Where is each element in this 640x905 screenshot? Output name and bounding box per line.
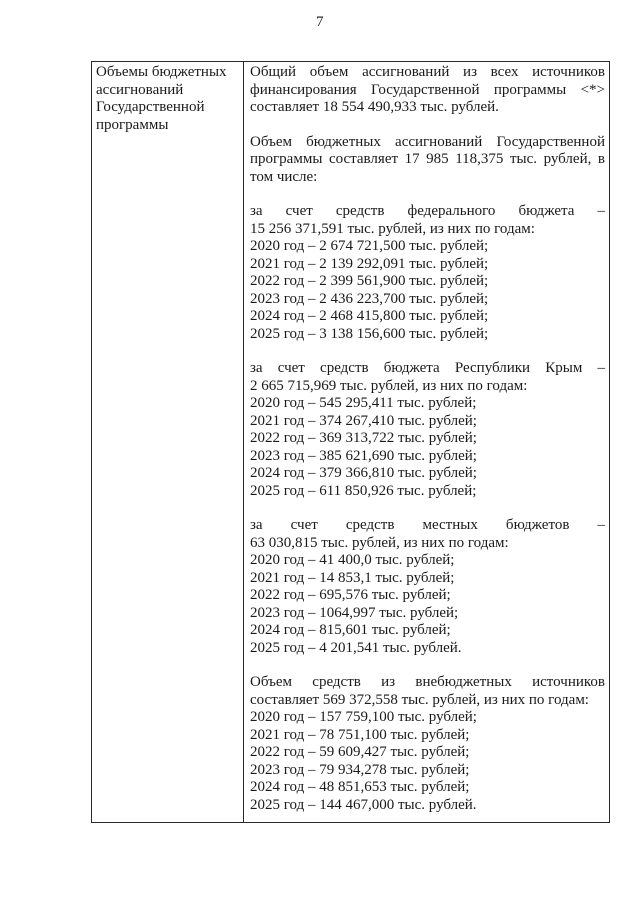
extrabudget-section [250, 674, 605, 814]
local-total: 63 030,815 тыс. рублей, из них по годам: [250, 534, 509, 551]
local-year-line: 2024 год – 815,601 тыс. рублей; [250, 622, 451, 638]
table-content-cell [244, 62, 609, 822]
budget-allocation-paragraph: Объем бюджетных ассигнований Государственной программы составляет 17 985 118,375 тыс. рублей, в том числе: [250, 133, 605, 185]
local-year-line: 2020 год – 41 400,0 тыс. рублей; [250, 552, 455, 568]
extrabudget-year-line: 2025 год – 144 467,000 тыс. рублей. [250, 796, 477, 813]
federal-year-line: 2021 год – 2 139 292,091 тыс. рублей; [250, 255, 489, 272]
crimea-heading: за счет средств бюджета Республики Крым – [250, 360, 605, 376]
extrabudget-total: составляет 569 372,558 тыс. рублей, из них по годам: [250, 691, 589, 708]
local-year-line: 2021 год – 14 853,1 тыс. рублей; [250, 569, 455, 586]
page-number: 7 [316, 14, 324, 30]
federal-heading: за счет средств федерального бюджета – [250, 203, 605, 219]
budget-table [91, 61, 610, 823]
federal-year-line: 2025 год – 3 138 156,600 тыс. рублей; [250, 325, 489, 342]
local-year-line: 2023 год – 1064,997 тыс. рублей; [250, 604, 459, 621]
table-label-text: Объемы бюджетных ассигнований Государственной программы [96, 64, 227, 133]
crimea-year-line: 2022 год – 369 313,722 тыс. рублей; [250, 430, 477, 446]
extrabudget-heading: Объем средств из внебюджетных источников [250, 674, 605, 690]
crimea-year-line: 2021 год – 374 267,410 тыс. рублей; [250, 412, 477, 429]
extrabudget-year-line: 2022 год – 59 609,427 тыс. рублей; [250, 744, 470, 760]
local-budget-section [250, 517, 605, 657]
crimea-total: 2 665 715,969 тыс. рублей, из них по годам: [250, 377, 528, 394]
federal-year-line: 2022 год – 2 399 561,900 тыс. рублей; [250, 273, 489, 289]
crimea-year-line: 2020 год – 545 295,411 тыс. рублей; [250, 395, 477, 411]
local-year-line: 2025 год – 4 201,541 тыс. рублей. [250, 639, 462, 656]
crimea-year-line: 2025 год – 611 850,926 тыс. рублей; [250, 482, 477, 499]
extrabudget-year-line: 2023 год – 79 934,278 тыс. рублей; [250, 761, 470, 778]
federal-year-line: 2020 год – 2 674 721,500 тыс. рублей; [250, 238, 489, 254]
total-allocation-paragraph: Общий объем ассигнований из всех источников финансирования Государственной программы <*> составляет 18 554 490,933 тыс. рублей. [250, 64, 605, 115]
federal-total: 15 256 371,591 тыс. рублей, из них по годам: [250, 220, 535, 237]
table-label-cell [92, 62, 244, 822]
extrabudget-year-line: 2020 год – 157 759,100 тыс. рублей; [250, 709, 477, 725]
federal-year-line: 2024 год – 2 468 415,800 тыс. рублей; [250, 308, 489, 324]
federal-budget-section [250, 203, 605, 343]
crimea-year-line: 2024 год – 379 366,810 тыс. рублей; [250, 465, 477, 481]
local-year-line: 2022 год – 695,576 тыс. рублей; [250, 587, 451, 603]
crimea-budget-section [250, 360, 605, 500]
federal-year-line: 2023 год – 2 436 223,700 тыс. рублей; [250, 290, 489, 307]
extrabudget-year-line: 2021 год – 78 751,100 тыс. рублей; [250, 726, 470, 743]
crimea-year-line: 2023 год – 385 621,690 тыс. рублей; [250, 447, 477, 464]
local-heading: за счет средств местных бюджетов – [250, 517, 605, 533]
extrabudget-year-line: 2024 год – 48 851,653 тыс. рублей; [250, 779, 470, 795]
